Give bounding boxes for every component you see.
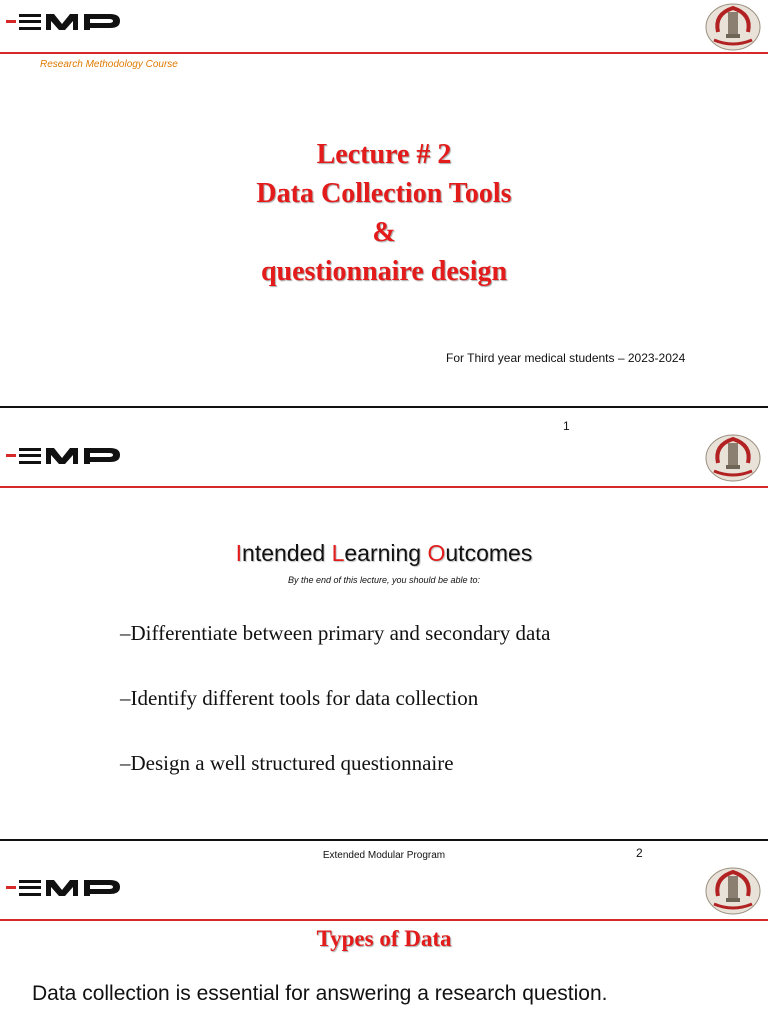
course-name: Research Methodology Course <box>40 59 178 70</box>
ilo-rest-3: utcomes <box>445 540 533 566</box>
slide-divider <box>0 406 768 408</box>
ilo-cap-3: O <box>427 540 446 566</box>
ilo-cap-2: L <box>331 540 345 566</box>
university-crest-icon <box>704 433 762 483</box>
audience-line: For Third year medical students – 2023-2024 <box>446 351 686 365</box>
title-line-1: Lecture # 2 <box>316 139 452 170</box>
outcome-item: –Identify different tools for data collection <box>120 686 479 710</box>
outcome-item: –Differentiate between primary and secondary data <box>120 621 551 645</box>
emp-logo-icon <box>6 12 124 32</box>
title-line-2: Data Collection Tools <box>256 178 512 209</box>
header-rule <box>0 486 768 488</box>
title-line-3: & <box>372 217 396 248</box>
ilo-rest-2: earning <box>344 540 428 566</box>
page-number: 2 <box>636 846 643 860</box>
ilo-rest-1: ntended <box>242 540 332 566</box>
body-text: Data collection is essential for answering a research question. <box>32 982 608 1005</box>
university-crest-icon <box>704 866 762 916</box>
ilo-subtitle: By the end of this lecture, you should be able to: <box>287 575 481 585</box>
lecture-title <box>0 135 768 291</box>
header-rule <box>0 919 768 921</box>
ilo-title <box>0 540 768 567</box>
slide-divider <box>0 839 768 841</box>
university-crest-icon <box>704 2 762 52</box>
footer-program: Extended Modular Program <box>322 850 446 861</box>
emp-logo-icon <box>6 878 124 898</box>
page-number: 1 <box>563 419 570 433</box>
outcome-item: –Design a well structured questionnaire <box>120 751 454 775</box>
header-rule <box>0 52 768 54</box>
ilo-cap-1: I <box>235 540 243 566</box>
types-title: Types of Data <box>316 926 452 951</box>
title-line-4: questionnaire design <box>260 256 508 287</box>
emp-logo-icon <box>6 446 124 466</box>
